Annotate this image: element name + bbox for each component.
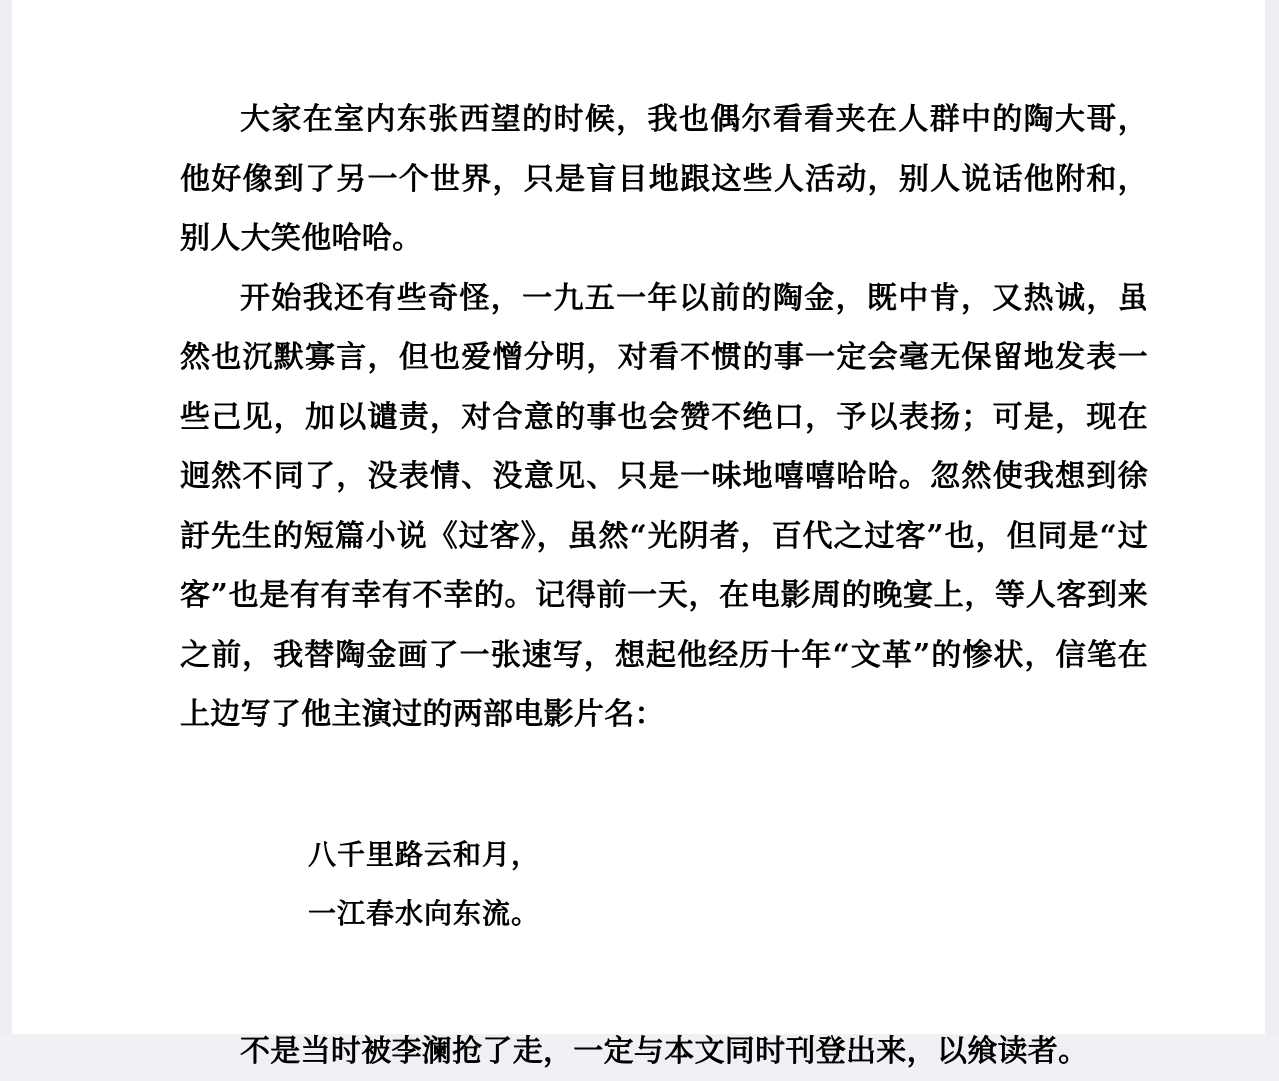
poem-line: 一江春水向东流。 (308, 884, 1148, 944)
poem-quote (308, 825, 1148, 944)
viewer-scrollbar-track[interactable] (1265, 0, 1279, 1034)
paragraph: 开始我还有些奇怪，一九五一年以前的陶金，既中肯，又热诚，虽然也沉默寡言，但也爱憎分明，对看不惯的事一定会毫无保留地发表一些己见，加以谴责，对合意的事也会赞不绝口，予以表扬；可是，现在迥然不同了，没表情、没意见、只是一味地嘻嘻哈哈。忽然使我想到徐訏先生的短篇小说《过客》，虽然“光阴者，百代之过客”也，但同是“过客”也是有有幸有不幸的。记得前一天，在电影周的晚宴上，等人客到来之前，我替陶金画了一张速写，想起他经历十年“文革”的惨状，信笔在上边写了他主演过的两部电影片名： (180, 269, 1148, 745)
paragraph: 大家在室内东张西望的时候，我也偶尔看看夹在人群中的陶大哥，他好像到了另一个世界，只是盲目地跟这些人活动，别人说话他附和，别人大笑他哈哈。 (180, 90, 1148, 269)
viewer-left-gutter (0, 0, 12, 1034)
document-page (12, 0, 1265, 1034)
page-text-block (180, 90, 1148, 1081)
closing-paragraph: 不是当时被李澜抢了走，一定与本文同时刊登出来，以飨读者。 (180, 1022, 1148, 1081)
poem-line: 八千里路云和月， (308, 825, 1148, 885)
